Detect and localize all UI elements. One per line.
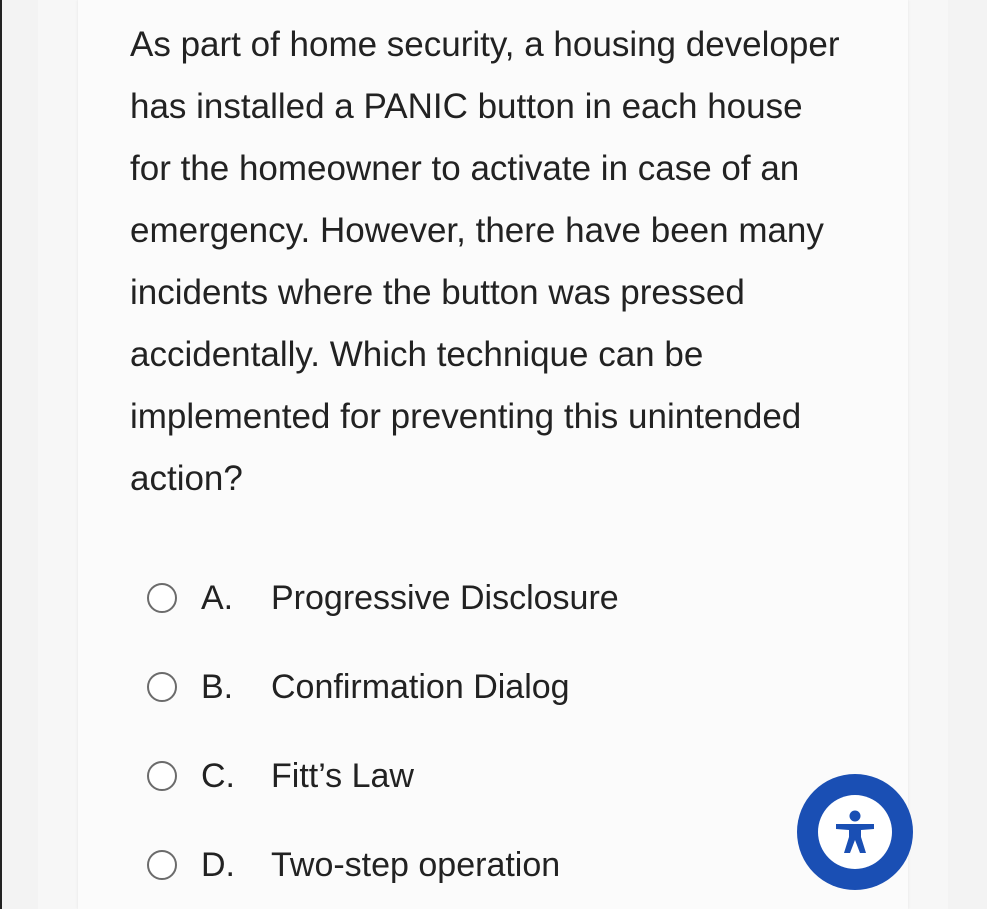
- option-label: Confirmation Dialog: [271, 667, 570, 706]
- option-label: Progressive Disclosure: [271, 578, 619, 617]
- option-d[interactable]: [147, 842, 560, 888]
- accessibility-button[interactable]: [797, 774, 913, 890]
- question-text: As part of home security, a housing developer has installed a PANIC button in each house for the homeowner to activate in case of an emergency. However, there have been many incidents where the button was pressed accidentally. Which technique can be implemented for preventing this unintended action?: [130, 25, 840, 498]
- option-a[interactable]: [147, 575, 619, 621]
- option-letter: D.: [201, 845, 235, 884]
- option-label: Fitt’s Law: [271, 756, 414, 795]
- radio-button[interactable]: [147, 761, 177, 791]
- radio-button[interactable]: [147, 850, 177, 880]
- option-letter: A.: [201, 578, 234, 617]
- option-b[interactable]: [147, 664, 570, 710]
- option-letter: C.: [201, 756, 235, 795]
- accessibility-icon-circle: [818, 795, 892, 869]
- option-letter: B.: [201, 667, 234, 706]
- accessibility-person-icon: [833, 809, 877, 855]
- option-label: Two-step operation: [271, 845, 561, 884]
- radio-button[interactable]: [147, 583, 177, 613]
- window-edge: [0, 0, 2, 909]
- option-c[interactable]: [147, 753, 414, 799]
- radio-button[interactable]: [147, 672, 177, 702]
